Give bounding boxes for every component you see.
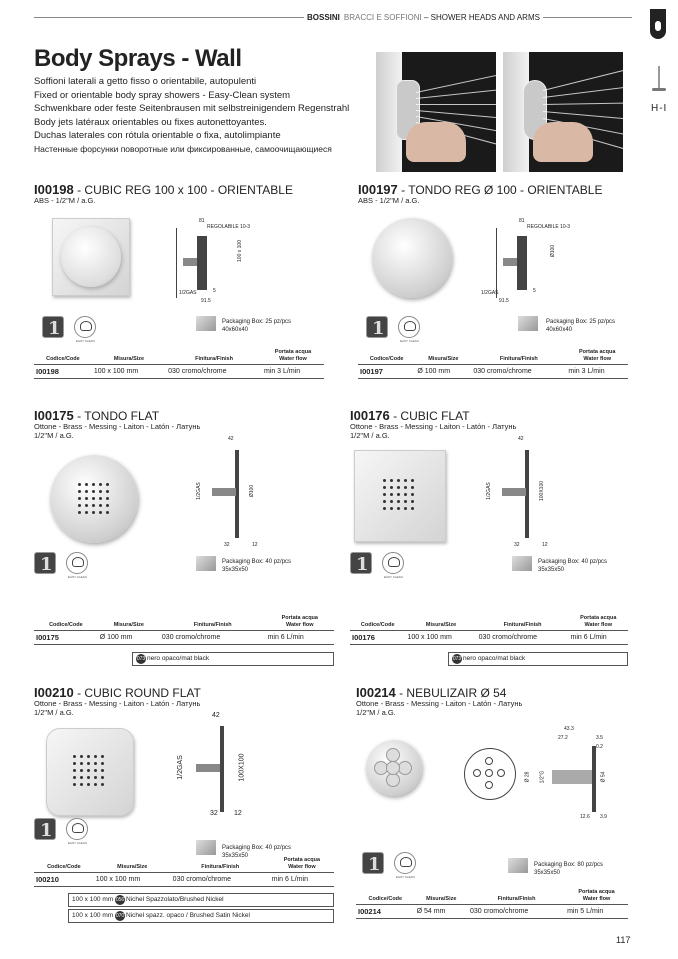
packaging-box-icon <box>508 858 528 873</box>
one-handed-icon <box>42 316 64 338</box>
front-view-drawing <box>464 748 516 800</box>
dim-label: 5 <box>213 288 216 294</box>
packaging-size: 35x35x50 <box>222 567 249 573</box>
dim-label: 1/2GAS <box>179 290 197 296</box>
product-table <box>350 614 628 645</box>
dim-label: 0.2 <box>596 744 603 750</box>
easy-clean-icon <box>66 552 88 574</box>
product-thread: 1/2"M / a.G. <box>34 431 74 440</box>
dim-label: 32 <box>224 542 230 548</box>
packaging-info <box>222 558 291 574</box>
dim-label: REGOLABILE 10-3 <box>207 224 251 230</box>
table-row: I00175 Ø 100 mm 030 cromo/chrome min 6 L/min <box>34 631 334 645</box>
easy-clean-label: EASY CLEAN <box>396 875 415 879</box>
product-material: Ottone - Brass - Messing - Laiton - Latón - Латунь <box>34 422 201 431</box>
dim-label: 43.3 <box>564 726 574 732</box>
col-code: Codice/Code <box>360 622 395 628</box>
packaging-info <box>546 318 615 334</box>
one-handed-icon <box>34 818 56 840</box>
product-table <box>34 856 334 887</box>
col-code: Codice/Code <box>46 356 80 362</box>
dim-label: 12 <box>542 542 548 548</box>
dim-label: 12.6 <box>580 814 590 820</box>
packaging-qty: Packaging Box: 25 pz/pcs <box>546 319 616 325</box>
col-code: Codice/Code <box>49 622 83 628</box>
easy-clean-label: EASY CLEAN <box>400 339 419 343</box>
dim-label: 100X100 <box>238 753 246 782</box>
dim-label: 42 <box>228 436 234 442</box>
dim-label: 1/2GAS <box>195 482 202 500</box>
product-code: I00176 <box>350 408 390 423</box>
product-code: I00214 <box>356 685 396 700</box>
dim-label: Ø 54 <box>600 771 607 783</box>
dim-label: 81 <box>199 218 205 224</box>
packaging-size: 35x35x50 <box>534 870 561 876</box>
product-image <box>50 455 138 543</box>
product-thread: 1/2"M / a.G. <box>356 708 396 717</box>
dim-label: Ø100 <box>550 244 557 258</box>
nozzle-grid <box>383 479 418 514</box>
dim-label: 12 <box>234 810 242 817</box>
product-table <box>358 348 628 379</box>
bossini-logo <box>650 9 666 39</box>
packaging-qty: Packaging Box: 40 pz/pcs <box>222 845 292 851</box>
packaging-size: 35x35x50 <box>222 853 249 859</box>
table-row: I00198 100 x 100 mm 030 cromo/chrome min 3 L/min <box>34 365 324 379</box>
technical-drawing <box>190 436 270 548</box>
section-name: BRACCI E SOFFIONI <box>343 13 422 22</box>
nozzle-grid <box>73 755 108 790</box>
dim-label: 1/2GAS <box>176 755 184 780</box>
technical-drawing <box>176 218 251 304</box>
intro-en: Fixed or orientable body spray showers - Easy-Clean system <box>34 89 291 101</box>
dim-label: 5 <box>533 288 536 294</box>
brand-name: BOSSINI <box>307 13 340 22</box>
product-thread: 1/2"M / a.G. <box>34 708 74 717</box>
technical-drawing <box>481 218 571 304</box>
product-material: ABS - 1/2"M / a.G. <box>358 196 420 205</box>
product-name: - CUBIC FLAT <box>389 409 470 423</box>
easy-clean-icon <box>66 818 88 840</box>
col-flow: Portata acqua Water flow <box>274 349 312 362</box>
product-name: - CUBIC ROUND FLAT <box>73 686 201 700</box>
dim-label: 100 x 100 <box>236 240 243 262</box>
dim-label: 3.9 <box>600 814 607 820</box>
product-title <box>350 408 470 423</box>
packaging-qty: Packaging Box: 40 pz/pcs <box>538 559 608 565</box>
dim-label: 81 <box>519 218 525 224</box>
product-material: Ottone - Brass - Messing - Laiton - Latón - Латунь <box>34 699 201 708</box>
product-title <box>34 685 201 700</box>
easy-clean-label: EASY CLEAN <box>68 575 87 579</box>
product-image <box>46 728 134 816</box>
product-table <box>356 888 628 919</box>
technical-drawing <box>480 436 560 548</box>
product-material: ABS - 1/2"M / a.G. <box>34 196 96 205</box>
product-code: I00210 <box>34 685 74 700</box>
col-finish: Finitura/Finish <box>195 356 233 362</box>
col-flow: Portata acqua Water flow <box>283 857 321 870</box>
product-image <box>366 740 422 796</box>
finish-text: Nichel spazz. opaco / Brushed Satin Nickel <box>126 912 250 919</box>
finish-badge: 056 <box>115 897 125 903</box>
dim-label: 3.5 <box>596 735 603 741</box>
easy-clean-icon <box>394 852 416 874</box>
product-image <box>52 218 130 296</box>
col-flow: Portata acqua Water flow <box>578 889 615 902</box>
product-code: I00197 <box>358 182 398 197</box>
packaging-box-icon <box>196 840 216 855</box>
col-code: Codice/Code <box>369 356 404 362</box>
dim-label: 1/2"G <box>539 770 546 784</box>
packaging-box-icon <box>196 556 216 571</box>
product-title <box>34 182 293 197</box>
dim-label: 91.5 <box>201 298 211 304</box>
one-handed-icon <box>362 852 384 874</box>
table-row: I00197 Ø 100 mm 030 cromo/chrome min 3 L/min <box>358 365 628 379</box>
technical-drawing <box>172 712 262 822</box>
finish-variant <box>132 652 334 666</box>
finish-text: nero opaco/mat black <box>147 655 210 662</box>
product-name: - CUBIC REG 100 x 100 - ORIENTABLE <box>73 183 293 197</box>
running-header <box>304 13 543 22</box>
easy-clean-icon <box>398 316 420 338</box>
one-handed-icon <box>366 316 388 338</box>
dim-label: 42 <box>212 712 220 719</box>
easy-clean-icon <box>382 552 404 574</box>
col-size: Misura/Size <box>117 864 148 870</box>
packaging-qty: Packaging Box: 25 pz/pcs <box>222 319 292 325</box>
section-name-en: – SHOWER HEADS AND ARMS <box>423 13 540 22</box>
col-finish: Finitura/Finish <box>497 896 536 902</box>
dim-label: Ø100 <box>249 484 256 498</box>
col-size: Misura/Size <box>426 896 457 902</box>
easy-clean-label: EASY CLEAN <box>384 575 403 579</box>
product-table <box>34 348 324 379</box>
easy-clean-icon <box>74 316 96 338</box>
finish-badge: 073 <box>136 656 146 662</box>
packaging-qty: Packaging Box: 80 pz/pcs <box>534 862 604 868</box>
product-photo-round <box>503 52 623 172</box>
product-title <box>356 685 506 700</box>
product-material: Ottone - Brass - Messing - Laiton - Latón - Латунь <box>350 422 517 431</box>
packaging-info <box>538 558 607 574</box>
page-title: Body Sprays - Wall <box>34 45 242 72</box>
product-table <box>34 614 334 645</box>
page-number: 117 <box>616 935 631 945</box>
dim-label: 32 <box>514 542 520 548</box>
finish-text: nero opaco/mat black <box>463 655 526 662</box>
product-name: - TONDO FLAT <box>73 409 160 423</box>
product-title <box>358 182 602 197</box>
dim-label: 27.2 <box>558 735 568 741</box>
col-finish: Finitura/Finish <box>193 622 232 628</box>
dim-label: Ø 28 <box>524 771 531 783</box>
finish-variant <box>68 909 334 923</box>
one-handed-icon <box>34 552 56 574</box>
col-finish: Finitura/Finish <box>201 864 240 870</box>
dim-label: REGOLABILE 10-3 <box>527 224 571 230</box>
product-image <box>354 450 446 542</box>
product-name: - TONDO REG Ø 100 - ORIENTABLE <box>397 183 603 197</box>
one-handed-icon <box>350 552 372 574</box>
product-title <box>34 408 159 423</box>
packaging-box-icon <box>518 316 538 331</box>
col-size: Misura/Size <box>425 622 457 628</box>
col-size: Misura/Size <box>113 356 145 362</box>
packaging-size: 40x60x40 <box>222 327 249 333</box>
intro-de: Schwenkbare oder feste Seitenbrausen mit selbstreinigendem Regenstrahl <box>34 103 350 115</box>
finish-variant <box>448 652 628 666</box>
easy-clean-label: EASY CLEAN <box>76 339 95 343</box>
technical-drawing <box>524 724 620 824</box>
finish-text: Nichel Spazzolato/Brushed Nickel <box>126 896 224 903</box>
finish-variant <box>68 893 334 907</box>
packaging-box-icon <box>196 316 216 331</box>
packaging-box-icon <box>512 556 532 571</box>
packaging-info <box>222 318 291 334</box>
packaging-qty: Packaging Box: 40 pz/pcs <box>222 559 292 565</box>
shower-arm-icon <box>658 66 660 88</box>
product-photo-square <box>376 52 496 172</box>
packaging-size: 40x60x40 <box>546 327 573 333</box>
col-flow: Portata acqua Water flow <box>281 615 318 628</box>
product-code: I00198 <box>34 182 74 197</box>
intro-fr: Body jets latéraux orientables ou fixes autonettoyantes. <box>34 116 267 128</box>
table-row: I00210 100 x 100 mm 030 cromo/chrome min 6 L/min <box>34 873 334 887</box>
section-tab: H-I <box>651 103 668 114</box>
dim-label: 1/2GAS <box>481 290 499 296</box>
dim-label: 42 <box>518 436 524 442</box>
product-material: Ottone - Brass - Messing - Laiton - Latón - Латунь <box>356 699 523 708</box>
finish-badge: 073 <box>452 656 462 662</box>
product-image <box>372 218 452 298</box>
variant-size: 100 x 100 mm <box>72 896 114 903</box>
intro-it: Soffioni laterali a getto fisso o orientabile, autopulenti <box>34 76 257 87</box>
product-code: I00175 <box>34 408 74 423</box>
packaging-info <box>534 861 603 877</box>
col-finish: Finitura/Finish <box>499 356 538 362</box>
product-thread: 1/2"M / a.G. <box>350 431 390 440</box>
intro-text <box>34 75 349 157</box>
packaging-size: 35x35x50 <box>538 567 565 573</box>
dim-label: 12 <box>252 542 258 548</box>
col-code: Codice/Code <box>47 864 81 870</box>
table-row: I00214 Ø 54 mm 030 cromo/chrome min 5 L/min <box>356 905 628 919</box>
col-code: Codice/Code <box>368 896 403 902</box>
dim-label: 91.5 <box>499 298 509 304</box>
col-size: Misura/Size <box>428 356 459 362</box>
finish-badge: 070 <box>115 913 125 919</box>
col-finish: Finitura/Finish <box>503 622 542 628</box>
intro-ru: Настенные форсунки поворотные или фиксированные, самоочищающиеся <box>34 143 332 154</box>
col-size: Misura/Size <box>113 622 144 628</box>
intro-es: Duchas laterales con rótula orientable o fixa, autolimpiante <box>34 130 281 142</box>
dim-label: 32 <box>210 810 218 817</box>
easy-clean-label: EASY CLEAN <box>68 841 87 845</box>
col-flow: Portata acqua Water flow <box>580 615 617 628</box>
product-name: - NEBULIZAIR Ø 54 <box>395 686 507 700</box>
table-row: I00176 100 x 100 mm 030 cromo/chrome min 6 L/min <box>350 631 628 645</box>
dim-label: 100X100 <box>539 480 546 502</box>
col-flow: Portata acqua Water flow <box>579 349 616 362</box>
logo-text: BOSSINI <box>649 5 667 10</box>
nozzle-grid <box>78 483 113 518</box>
dim-label: 1/2GAS <box>485 482 492 500</box>
variant-size: 100 x 100 mm <box>72 912 114 919</box>
